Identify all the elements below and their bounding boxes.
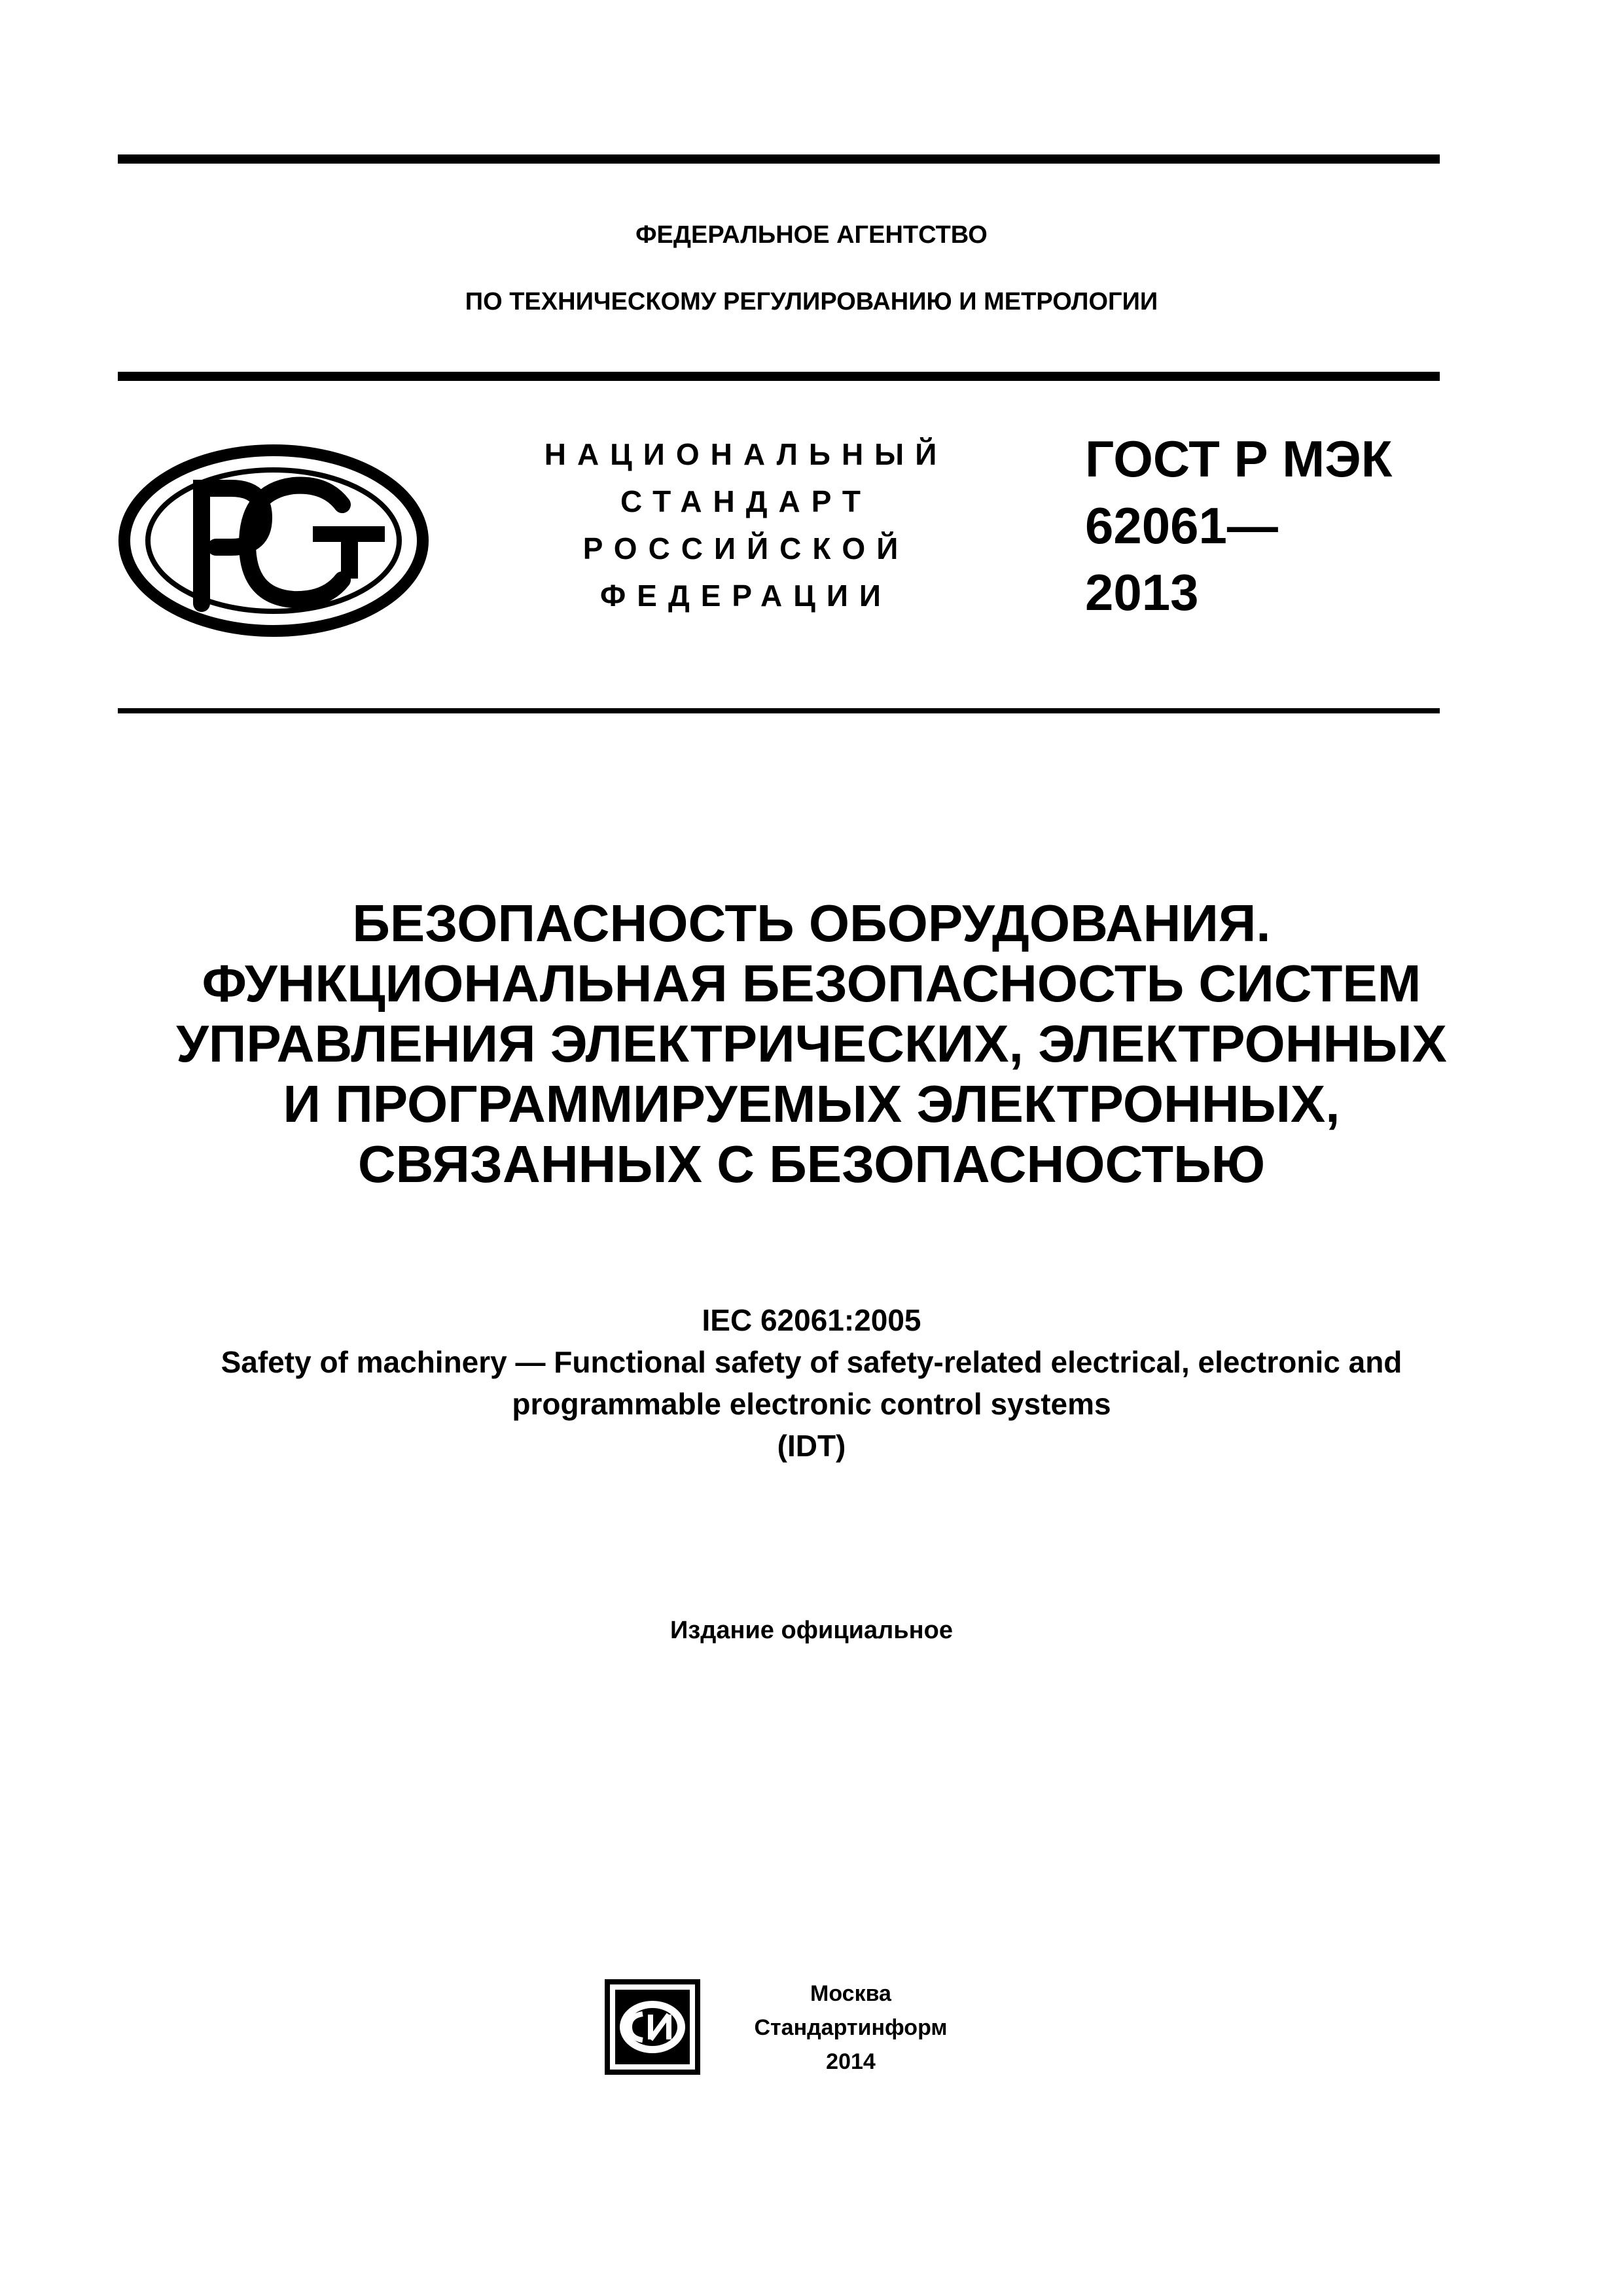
iec-title-line-2: programmable electronic control systems [512,1387,1111,1421]
designation-line: 2013 [1085,564,1199,621]
publisher-year: 2014 [826,2049,876,2074]
title-line: УПРАВЛЕНИЯ ЭЛЕКТРИЧЕСКИХ, ЭЛЕКТРОННЫХ [176,1014,1447,1073]
publisher-name: Стандартинформ [754,2015,948,2040]
standard-type-line: НАЦИОНАЛЬНЫЙ [544,437,948,471]
document-title [0,893,1623,1194]
standard-type-line: РОССИЙСКОЙ [582,531,910,565]
standard-designation [1085,425,1392,626]
agency-bottom-rule [118,372,1440,381]
title-line: И ПРОГРАММИРУЕМЫХ ЭЛЕКТРОННЫХ, [283,1075,1340,1133]
agency-line-1: ФЕДЕРАЛЬНОЕ АГЕНТСТВО [635,221,988,249]
title-line: ФУНКЦИОНАЛЬНАЯ БЕЗОПАСНОСТЬ СИСТЕМ [202,954,1421,1013]
header-bottom-rule [118,708,1440,713]
standard-type-line: СТАНДАРТ [620,484,872,518]
publisher-city: Москва [810,1981,891,2006]
title-line: СВЯЗАННЫХ С БЕЗОПАСНОСТЬЮ [357,1135,1266,1193]
iec-code: IEC 62061:2005 [702,1303,921,1337]
standard-type-line: ФЕДЕРАЦИИ [600,579,892,613]
title-line: БЕЗОПАСНОСТЬ ОБОРУДОВАНИЯ. [352,894,1271,952]
agency-line-2: ПО ТЕХНИЧЕСКОМУ РЕГУЛИРОВАНИЮ И МЕТРОЛОГИИ [465,288,1158,315]
standard-type [484,431,1008,619]
iec-reference [0,1299,1623,1467]
publisher-block [720,1977,982,2079]
designation-line: ГОСТ Р МЭК [1085,430,1393,488]
edition-label: Издание официальное [670,1617,953,1644]
designation-line: 62061— [1085,497,1278,554]
iec-identity: (IDT) [777,1429,846,1463]
iec-title-line-1: Safety of machinery — Functional safety of safety-related electrical, electronic and [221,1345,1402,1379]
rst-emblem-icon [116,442,431,639]
top-rule [118,154,1440,164]
standartinform-logo-icon [603,1978,702,2076]
